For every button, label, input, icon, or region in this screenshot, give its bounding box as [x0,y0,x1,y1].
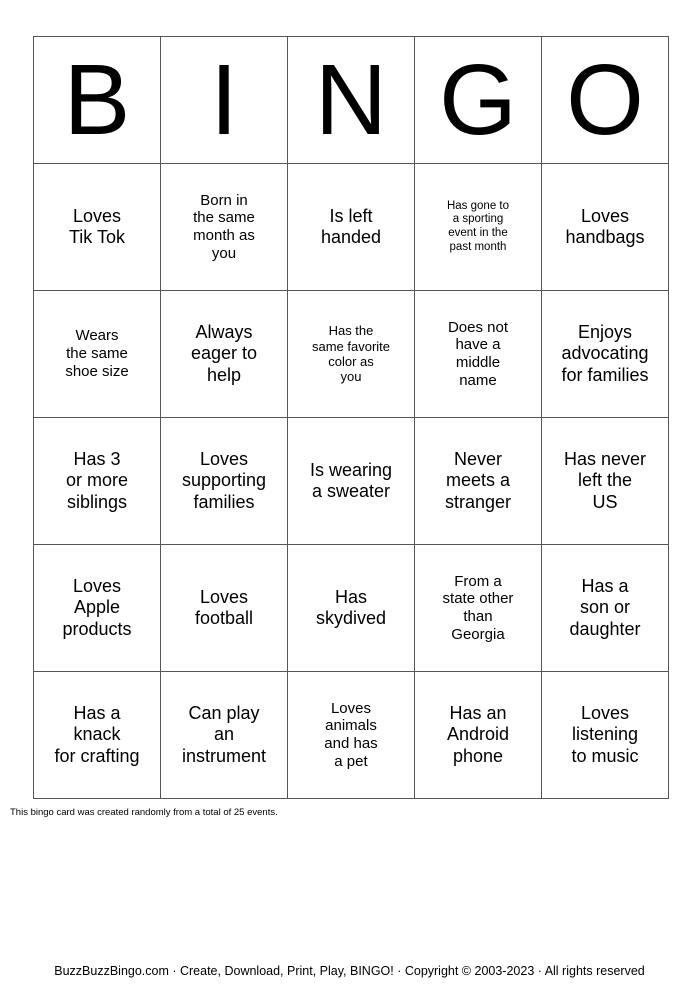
bingo-cell[interactable] [288,672,415,799]
bingo-cell[interactable] [161,291,288,418]
bingo-cell[interactable] [288,291,415,418]
bingo-cell-line: daughter [569,618,641,639]
bingo-cell-text [443,573,514,644]
bingo-cell-line: you [340,369,362,385]
bingo-row [34,545,669,672]
bingo-cell-line: Has gone to [446,199,509,212]
bingo-cell[interactable] [161,545,288,672]
bingo-cell-line: a sweater [311,481,391,501]
bingo-cell-line: handbags [565,227,645,247]
bingo-cell-line: Loves [199,586,249,607]
bingo-cell-line: stranger [444,491,512,512]
bingo-cell-text [54,703,139,767]
bingo-cell-line: an [213,724,234,745]
bingo-cell-line: Enjoys [577,322,632,343]
bingo-cell-line: eager to [190,343,258,364]
bingo-cell-line: or more [65,470,128,491]
bingo-cell-line: football [194,608,254,628]
bingo-cell-line: a sporting [452,213,504,226]
bingo-cell-line: Apple [73,597,121,618]
bingo-cell-line: Has 3 [73,449,121,470]
header-letter-o: O [542,37,669,164]
bingo-cell-line: Georgia [451,625,505,643]
bingo-cell[interactable] [415,164,542,291]
bingo-cell-line: US [592,491,618,512]
bingo-row [34,418,669,545]
bingo-cell-line: same favorite [311,338,391,354]
bingo-cell-line: have a [455,336,501,354]
bingo-cell-line: help [206,364,242,385]
bingo-cell-text [312,323,390,384]
bingo-cell-text [565,206,644,248]
bingo-cell-line: and has [324,735,378,752]
bingo-cell-text [65,327,128,380]
bingo-cell-line: siblings [66,491,127,512]
bingo-cell-text [321,206,381,248]
bingo-cell[interactable] [542,418,669,545]
bingo-cell-text [564,449,646,513]
bingo-cell[interactable] [542,291,669,418]
header-letter-b: B [34,37,161,164]
bingo-cell-line: Born in [200,191,248,209]
bingo-cell-line: state other [442,590,514,608]
bingo-cell[interactable] [161,164,288,291]
bingo-cell-line: son or [579,597,631,618]
bingo-cell-line: left the [577,470,633,491]
bingo-cell-line: Android [446,724,510,745]
bingo-cell[interactable] [34,545,161,672]
bingo-cell-line: name [459,371,497,389]
bingo-cell-line: handed [320,227,382,247]
bingo-cell[interactable] [288,418,415,545]
bingo-cell-text [445,449,511,513]
bingo-row [34,164,669,291]
bingo-cell-line: phone [452,745,504,766]
bingo-cell-line: advocating [561,343,649,364]
bingo-cell-line: products [62,618,132,639]
bingo-cell-line: middle [455,354,501,371]
bingo-cell-line: Loves [72,205,122,226]
header-letter-i: I [161,37,288,164]
bingo-cell-line: past month [449,240,507,253]
bingo-card [33,36,669,799]
bingo-cell-text [191,322,257,386]
bingo-cell[interactable] [34,164,161,291]
bingo-cell-line: Has never [563,449,647,470]
bingo-cell-line: event in the [448,227,508,239]
bingo-cell[interactable] [161,672,288,799]
bingo-cell-text [310,460,392,502]
bingo-cell-text [448,319,508,390]
bingo-cell-text [324,700,377,771]
bingo-cell-line: Does not [447,318,509,336]
bingo-cell-text [571,703,638,767]
bingo-cell[interactable] [415,672,542,799]
bingo-cell[interactable] [415,545,542,672]
bingo-cell-line: supporting [181,470,267,491]
header-row [34,37,669,164]
bingo-grid [34,37,669,799]
bingo-cell-line: instrument [181,745,267,766]
bingo-cell-line: Has a [581,576,629,597]
bingo-cell-line: Loves [72,576,122,597]
bingo-cell-line: Has a [73,703,121,724]
bingo-cell-text [447,200,509,254]
bingo-cell-text [66,449,128,513]
bingo-cell-line: From a [454,572,502,590]
bingo-cell-text [561,322,648,386]
bingo-cell-line: Has an [449,703,507,724]
bingo-cell-line: listening [571,724,639,745]
bingo-cell-line: a pet [334,752,368,770]
bingo-cell-line: the same [193,209,255,227]
bingo-cell[interactable] [34,672,161,799]
bingo-cell-line: Has [334,586,367,607]
bingo-cell-line: Loves [580,703,630,724]
bingo-cell-line: Loves [199,449,249,470]
bingo-cell-line: you [211,244,237,262]
bingo-cell-line: for families [561,364,649,385]
bingo-cell-line: Never [453,449,502,470]
bingo-cell-text [195,587,253,629]
bingo-cell-text [193,192,255,263]
bingo-cell-text [316,587,386,629]
bingo-row [34,291,669,418]
bingo-cell[interactable] [542,164,669,291]
bingo-cell-text [182,703,266,767]
bingo-cell-line: knack [73,724,121,745]
bingo-cell[interactable] [415,291,542,418]
bingo-cell-line: Is left [329,205,373,226]
page-footer: BuzzBuzzBingo.com · Create, Download, Print, Play, BINGO! · Copyright © 2003-2023 · All rights reserved [54,964,645,978]
bingo-cell-text [447,703,509,767]
bingo-cell[interactable] [34,418,161,545]
bingo-row [34,672,669,799]
bingo-cell-line: the same [66,345,128,363]
bingo-cell[interactable] [415,418,542,545]
bingo-cell[interactable] [542,672,669,799]
bingo-cell-text [182,449,266,513]
bingo-cell-line: for crafting [54,745,140,766]
bingo-cell-line: Tik Tok [68,227,125,247]
bingo-cell[interactable] [34,291,161,418]
bingo-cell-line: Wears [75,327,119,345]
bingo-cell-text [569,576,640,640]
bingo-cell-line: meets a [445,470,510,491]
bingo-cell-line: to music [571,745,639,766]
card-note: This bingo card was created randomly from a total of 25 events. [10,807,278,818]
bingo-cell-line: Always [195,322,253,343]
bingo-cell[interactable] [542,545,669,672]
bingo-cell-text [69,206,125,248]
bingo-cell-line: Has the [328,323,374,339]
bingo-cell[interactable] [288,164,415,291]
bingo-cell-line: month as [193,227,255,244]
bingo-cell-line: animals [325,717,377,735]
bingo-cell-line: Loves [580,205,630,226]
bingo-cell-text [62,576,131,640]
bingo-cell[interactable] [288,545,415,672]
bingo-cell-line: families [193,491,255,512]
bingo-cell-line: Loves [330,699,371,717]
header-letter-n: N [288,37,415,164]
bingo-cell-line: Can play [188,703,260,724]
bingo-cell-line: Is wearing [309,459,393,480]
bingo-cell-line: than [463,608,493,625]
bingo-cell[interactable] [161,418,288,545]
bingo-cell-line: shoe size [65,362,129,380]
header-letter-g: G [415,37,542,164]
bingo-cell-line: skydived [315,608,387,628]
bingo-cell-line: color as [328,354,374,369]
